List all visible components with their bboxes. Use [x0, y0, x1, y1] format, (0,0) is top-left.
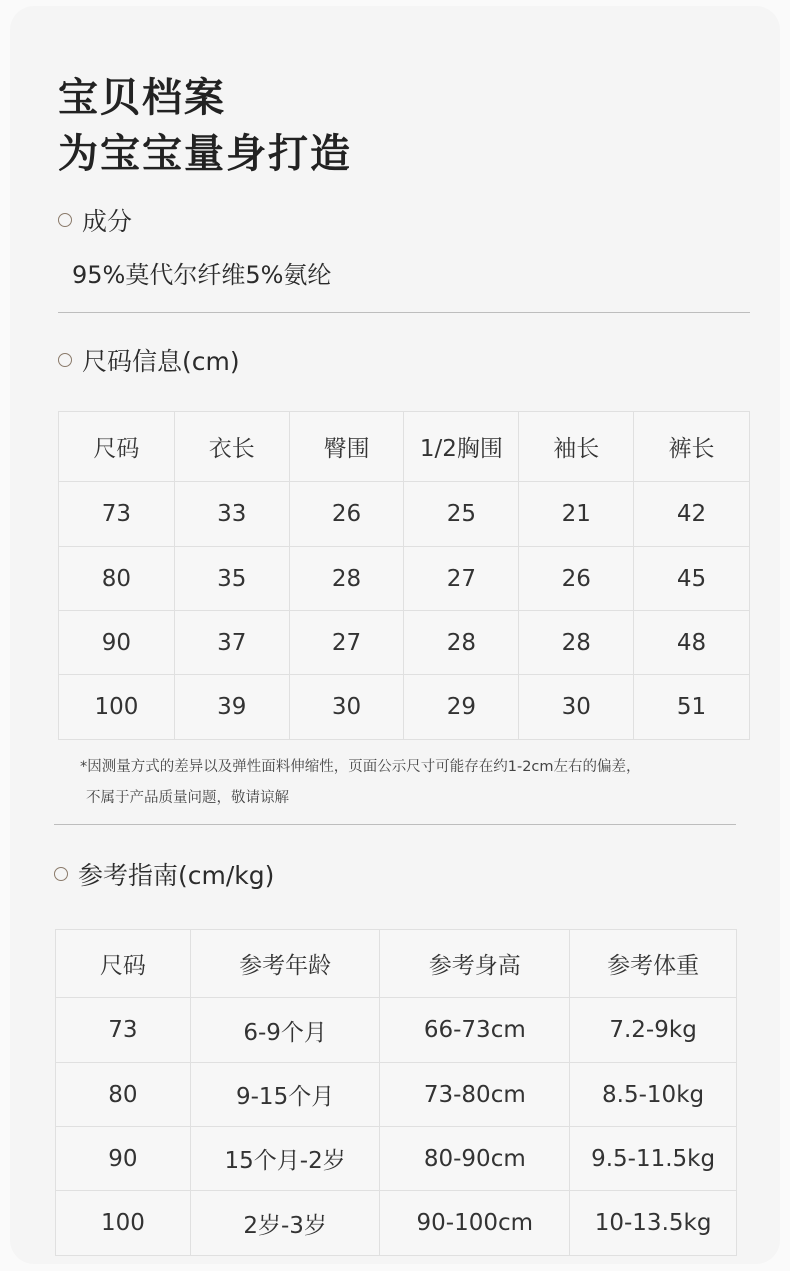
table-cell: 73-80cm	[380, 1063, 570, 1127]
table-cell: 9.5-11.5kg	[570, 1127, 737, 1191]
table-cell: 7.2-9kg	[570, 998, 737, 1063]
table-cell: 90	[56, 1127, 191, 1191]
table-cell: 100	[59, 675, 175, 740]
table-cell: 29	[404, 675, 519, 740]
composition-heading	[58, 202, 132, 238]
title-line-1: 宝贝档案	[58, 75, 226, 121]
table-cell: 30	[289, 675, 404, 740]
table-cell: 90-100cm	[380, 1191, 570, 1256]
table-cell: 73	[56, 998, 191, 1063]
circle-bullet-icon	[54, 867, 68, 881]
measurement-note-line-1: *因测量方式的差异以及弹性面料伸缩性，页面公示尺寸可能存在约1-2cm左右的偏差，	[80, 759, 641, 775]
table-cell: 2岁-3岁	[190, 1191, 380, 1256]
table-cell: 80	[56, 1063, 191, 1127]
circle-bullet-icon	[58, 213, 72, 227]
table-cell: 30	[519, 675, 634, 740]
guide-heading-label: 参考指南(cm/kg)	[78, 861, 275, 890]
table-row	[56, 1191, 737, 1256]
table-cell: 26	[519, 547, 634, 611]
table-cell: 26	[289, 482, 404, 547]
table-header-cell: 1/2胸围	[404, 412, 519, 482]
table-cell: 25	[404, 482, 519, 547]
table-row	[59, 547, 750, 611]
table-cell: 28	[519, 611, 634, 675]
measurement-note-line-2: 不属于产品质量问题，敬请谅解	[86, 790, 289, 806]
circle-bullet-icon	[58, 353, 72, 367]
table-cell: 27	[404, 547, 519, 611]
guide-heading	[54, 856, 274, 892]
table-cell: 15个月-2岁	[190, 1127, 380, 1191]
divider	[54, 824, 736, 825]
table-header-cell: 参考体重	[570, 930, 737, 998]
divider	[58, 312, 750, 313]
table-header-row	[56, 930, 737, 998]
table-cell: 35	[174, 547, 289, 611]
table-cell: 39	[174, 675, 289, 740]
table-cell: 73	[59, 482, 175, 547]
table-cell: 42	[634, 482, 750, 547]
table-cell: 27	[289, 611, 404, 675]
table-cell: 80	[59, 547, 175, 611]
table-cell: 45	[634, 547, 750, 611]
table-cell: 28	[289, 547, 404, 611]
size-info-heading-label: 尺码信息(cm)	[82, 347, 240, 376]
size-table	[58, 411, 750, 740]
table-row	[56, 998, 737, 1063]
table-header-cell: 参考身高	[380, 930, 570, 998]
table-header-cell: 参考年龄	[190, 930, 380, 998]
guide-table	[55, 929, 737, 1256]
table-cell: 8.5-10kg	[570, 1063, 737, 1127]
table-cell: 90	[59, 611, 175, 675]
table-cell: 51	[634, 675, 750, 740]
table-cell: 33	[174, 482, 289, 547]
table-cell: 66-73cm	[380, 998, 570, 1063]
table-cell: 48	[634, 611, 750, 675]
table-header-cell: 臀围	[289, 412, 404, 482]
table-header-cell: 尺码	[59, 412, 175, 482]
table-header-cell: 尺码	[56, 930, 191, 998]
page-title	[58, 70, 352, 182]
size-info-heading	[58, 342, 240, 378]
table-row	[59, 611, 750, 675]
title-line-2: 为宝宝量身打造	[58, 131, 352, 177]
table-row	[59, 675, 750, 740]
table-header-cell: 裤长	[634, 412, 750, 482]
table-cell: 9-15个月	[190, 1063, 380, 1127]
table-cell: 80-90cm	[380, 1127, 570, 1191]
table-row	[59, 482, 750, 547]
table-cell: 100	[56, 1191, 191, 1256]
table-header-row	[59, 412, 750, 482]
composition-value: 95%莫代尔纤维5%氨纶	[72, 261, 332, 289]
composition-heading-label: 成分	[82, 207, 133, 236]
table-cell: 21	[519, 482, 634, 547]
table-header-cell: 袖长	[519, 412, 634, 482]
table-row	[56, 1127, 737, 1191]
table-row	[56, 1063, 737, 1127]
table-cell: 28	[404, 611, 519, 675]
table-cell: 37	[174, 611, 289, 675]
table-cell: 10-13.5kg	[570, 1191, 737, 1256]
table-header-cell: 衣长	[174, 412, 289, 482]
table-cell: 6-9个月	[190, 998, 380, 1063]
